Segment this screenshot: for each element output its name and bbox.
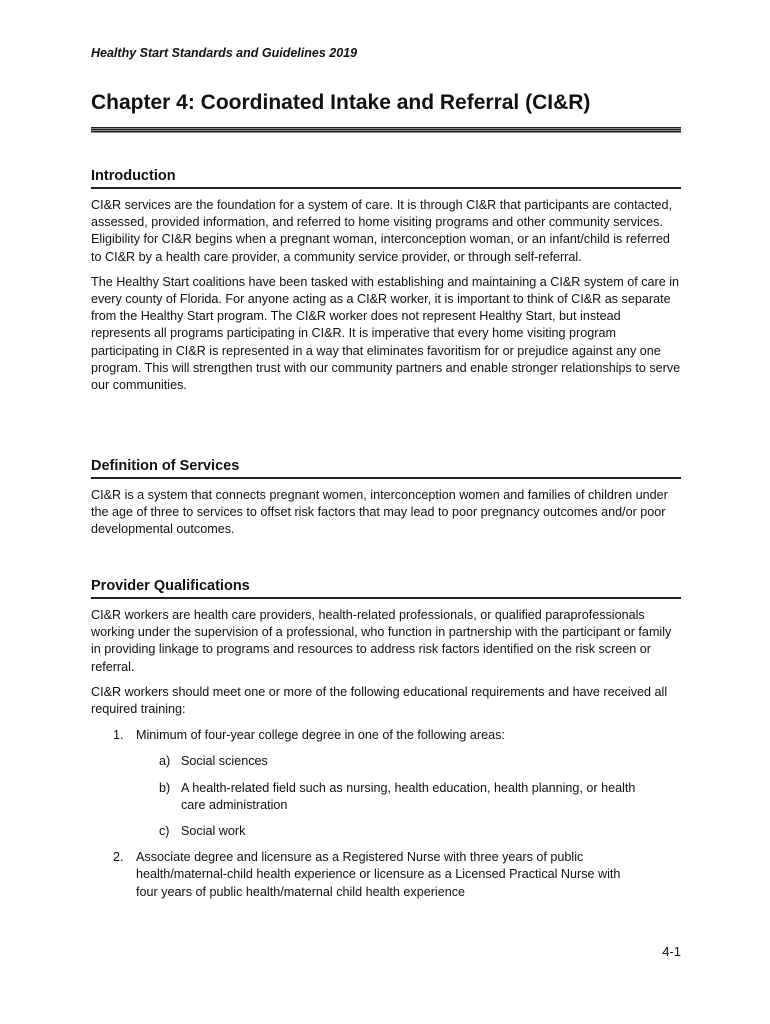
sub-list-item — [91, 780, 681, 814]
qualifications-paragraph: CI&R workers should meet one or more of the following educational requirements and have received all required training: — [91, 684, 668, 717]
qualifications-section — [91, 578, 681, 901]
definition-paragraph: CI&R is a system that connects pregnant women, interconception women and families of children under the age of three to services to offset risk factors that may lead to poor pregnancy outcomes and/or poor developmental outcomes. — [91, 488, 668, 537]
list-item-text: Minimum of four-year college degree in one of the following areas: — [136, 728, 505, 743]
definition-heading: Definition of Services — [91, 458, 681, 479]
title-rule — [91, 127, 681, 133]
list-item — [91, 849, 681, 901]
sub-list-letter: a) — [159, 754, 171, 769]
introduction-section — [91, 168, 681, 394]
list-number: 1. — [113, 728, 124, 743]
introduction-paragraph: CI&R services are the foundation for a system of care. It is through CI&R that participants are contacted, assessed, provided information, and referred to home visiting programs and other community services. Eligibility for CI&R begins when a pregnant woman, interconception woman, or an infant/child is referred to CI&R by a health care provider, a community service provider, or through self-referral. — [91, 198, 672, 264]
sub-list-text: Social work — [181, 824, 246, 839]
sub-list-letter: b) — [159, 780, 171, 795]
list-item-text: Associate degree and licensure as a Registered Nurse with three years of public health/maternal-child health experience or licensure as a Licensed Practical Nurse with four years of public health/maternal child health experience — [136, 850, 621, 899]
sub-list-text: Social sciences — [181, 754, 268, 769]
definition-section — [91, 458, 681, 539]
qualifications-heading: Provider Qualifications — [91, 578, 681, 599]
introduction-paragraph: The Healthy Start coalitions have been tasked with establishing and maintaining a CI&R system of care in every county of Florida. For anyone acting as a CI&R worker, it is important to think of CI&R as separate from the Healthy Start program. The CI&R worker does not represent Healthy Start, but instead represents all programs participating in CI&R. It is imperative that every home visiting program participating in CI&R is represented in a way that eliminates favoritism for or prejudice against any one program. This will strengthen trust with our community partners and enable stronger relationships to serve our communities. — [91, 274, 681, 393]
list-number: 2. — [113, 850, 124, 865]
chapter-title: Chapter 4: Coordinated Intake and Referral (CI&R) — [91, 91, 591, 114]
list-item — [91, 727, 681, 744]
running-header: Healthy Start Standards and Guidelines 2019 — [91, 46, 358, 60]
sub-list-letter: c) — [159, 824, 170, 839]
sub-list-text: A health-related field such as nursing, health education, health planning, or health care administration — [181, 780, 636, 812]
qualifications-paragraph: CI&R workers are health care providers, health-related professionals, or qualified paraprofessionals working under the supervision of a professional, who function in partnership with the participant or family in providing linkage to programs and resources to address risk factors identified on the risk screen or referral. — [91, 608, 672, 674]
sub-list-item — [91, 753, 681, 770]
introduction-heading: Introduction — [91, 168, 681, 189]
page-number: 4-1 — [662, 944, 681, 959]
sub-list-item — [91, 823, 681, 840]
